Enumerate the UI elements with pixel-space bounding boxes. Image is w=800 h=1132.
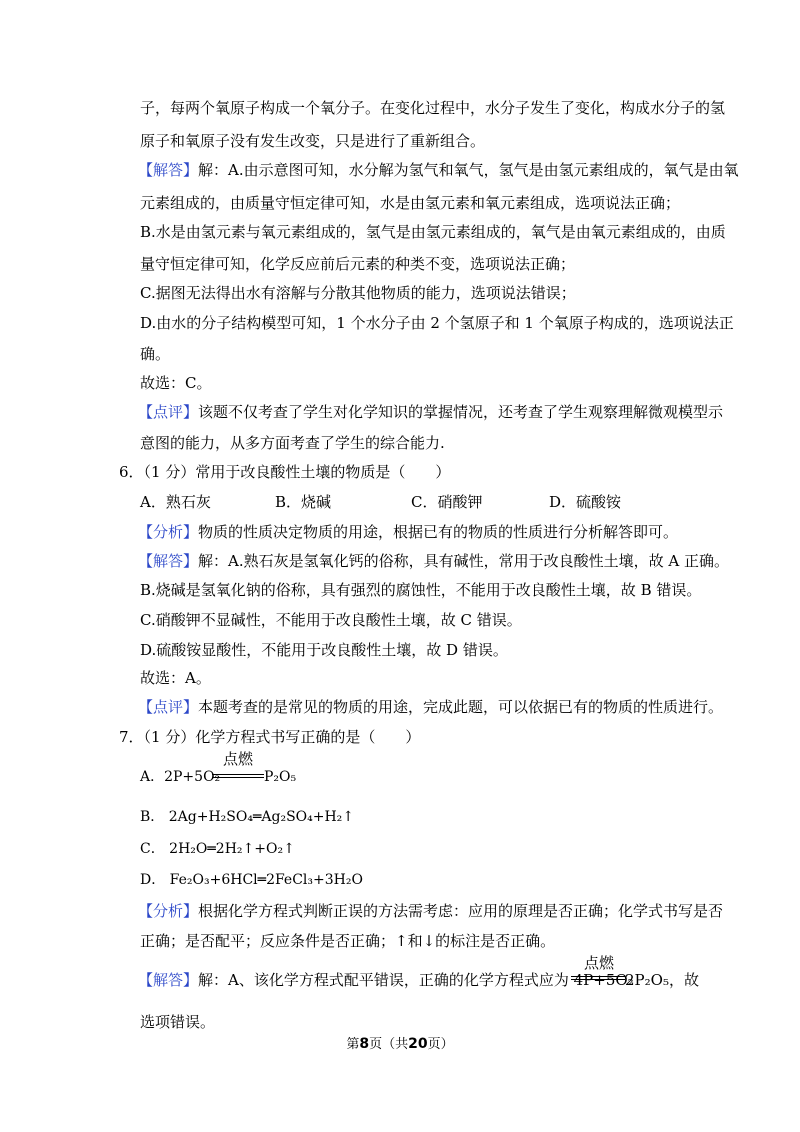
text-line: D.硫酸铵显酸性，不能用于改良酸性土壤，故 D 错误。: [140, 641, 508, 659]
option-a: A．熟石灰: [140, 493, 211, 511]
analysis-tag: 【分析】: [138, 902, 199, 920]
text-line: 原子和氧原子没有发生改变，只是进行了重新组合。: [140, 132, 486, 150]
text-line: 解：A.熟石灰是氢氧化钙的俗称，具有碱性，常用于改良酸性土壤，故 A 正确。: [198, 552, 729, 570]
option-b: B． 2Ag+H₂SO₄═Ag₂SO₄+H₂↑: [140, 809, 355, 825]
review-tag: 【点评】: [138, 698, 199, 716]
analysis-tag: 【分析】: [138, 523, 199, 541]
option-c: C．硝酸钾: [411, 493, 483, 511]
text-line: 正确；是否配平；反应条件是否正确；↑和↓的标注是否正确。: [140, 932, 556, 950]
text-line: 物质的性质决定物质的用途，根据已有的物质的性质进行分析解答即可。: [198, 523, 679, 541]
text-line: C.硝酸钾不显碱性，不能用于改良酸性土壤，故 C 错误。: [140, 611, 522, 629]
reaction-bar: [212, 777, 264, 778]
condition-label: 点燃: [583, 954, 614, 972]
analysis-paragraph: [138, 522, 678, 542]
text-line: 意图的能力，从多方面考查了学生的综合能力.: [140, 434, 445, 452]
text-line: 确。: [140, 345, 171, 363]
answer-paragraph: [138, 551, 729, 571]
question-6-stem: 6．（1 分）常用于改良酸性土壤的物质是（ ）: [119, 463, 451, 481]
text-line: 量守恒定律可知，化学反应前后元素的种类不变，选项说法正确；: [140, 255, 576, 273]
text-line: B.水是由氢元素与氧元素组成的，氢气是由氢元素组成的，氧气是由氧元素组成的，由质: [140, 223, 726, 241]
answer-paragraph: [138, 970, 634, 990]
page-footer: [0, 1033, 800, 1052]
reaction-bar: [571, 976, 625, 977]
answer-tag: 【解答】: [138, 971, 199, 989]
review-paragraph: [138, 697, 723, 717]
option-d: D． Fe₂O₃+6HCl═2FeCl₃+3H₂O: [140, 872, 363, 888]
text-line: C.据图无法得出水有溶解与分散其他物质的能力，选项说法错误；: [140, 284, 576, 302]
footer-text: 第: [346, 1037, 360, 1052]
condition-label: 点燃: [222, 750, 253, 768]
analysis-paragraph: [138, 901, 723, 921]
option-a-right: P₂O₅: [264, 769, 297, 785]
reaction-bar: [212, 774, 264, 775]
footer-text: 页（共: [369, 1037, 409, 1052]
review-paragraph: [138, 402, 723, 422]
text-line: 解：A.由示意图可知，水分解为氢气和氧气，氢气是由氢元素组成的，氧气是由氧: [198, 161, 739, 179]
text-line: 解：A、该化学方程式配平错误，正确的化学方程式应为 4P+5O₂: [198, 971, 634, 989]
text-line: B.烧碱是氢氧化钠的俗称，具有强烈的腐蚀性，不能用于改良酸性土壤，故 B 错误。: [140, 581, 702, 599]
text-line: 选项错误。: [140, 1013, 216, 1031]
footer-text: 页）: [427, 1037, 454, 1052]
text-line: 故选：C。: [140, 374, 212, 392]
text-line: D.由水的分子结构模型可知，1 个水分子由 2 个氢原子和 1 个氧原子构成的，选项说法正: [140, 314, 734, 332]
answer-tag: 【解答】: [138, 161, 199, 179]
option-b: B．烧碱: [275, 493, 332, 511]
text-line: 故选：A。: [140, 669, 211, 687]
option-d: D．硫酸铵: [549, 493, 622, 511]
answer-tag: 【解答】: [138, 552, 199, 570]
total-pages: 20: [408, 1036, 428, 1052]
option-c: C． 2H₂O═2H₂↑+O₂↑: [140, 841, 295, 857]
question-7-stem: 7．（1 分）化学方程式书写正确的是（ ）: [119, 728, 421, 746]
reaction-bar: [571, 979, 625, 980]
page-number: 8: [359, 1036, 370, 1052]
text-line: 该题不仅考查了学生对化学知识的掌握情况，还考查了学生观察理解微观模型示: [198, 403, 724, 421]
text-line: 根据化学方程式判断正误的方法需考虑：应用的原理是否正确；化学式书写是否: [198, 902, 724, 920]
option-a-left: A．2P+5O₂: [140, 769, 221, 785]
text-line: 元素组成的，由质量守恒定律可知，水是由氢元素和氧元素组成，选项说法正确；: [140, 194, 681, 212]
text-line: 本题考查的是常见的物质的用途，完成此题，可以依据已有的物质的性质进行。: [198, 698, 724, 716]
text-line: 子，每两个氧原子构成一个氧分子。在变化过程中，水分子发生了变化，构成水分子的氢: [140, 99, 726, 117]
review-tag: 【点评】: [138, 403, 199, 421]
text-line: 2P₂O₅，故: [625, 971, 699, 989]
answer-paragraph: [138, 160, 739, 180]
